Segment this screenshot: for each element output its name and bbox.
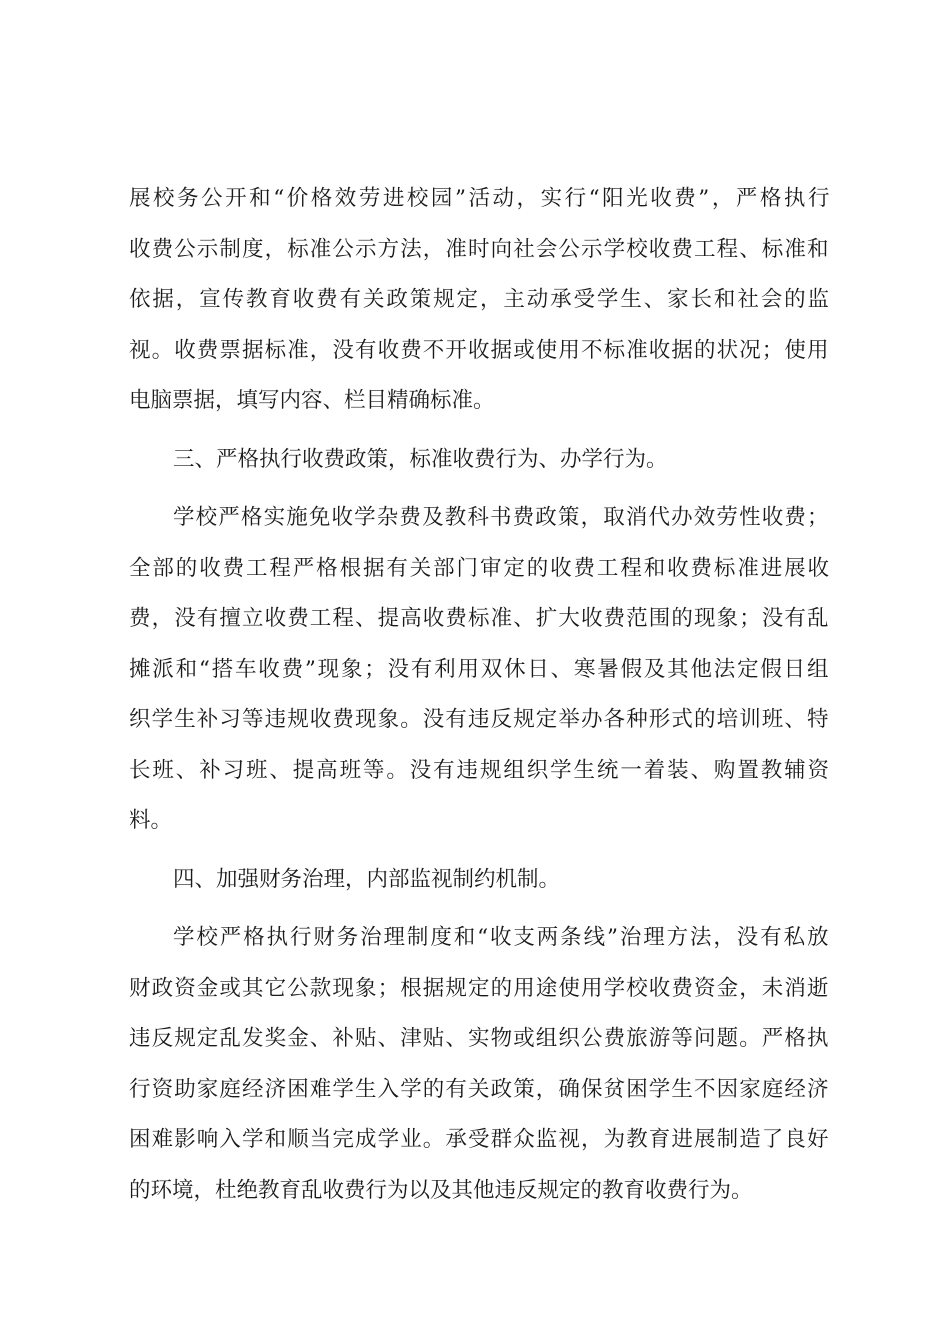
text-line: 依据，宣传教育收费有关政策规定，主动承受学生、家长和社会的监 bbox=[129, 287, 831, 312]
text-line: 长班、补习班、提高班等。没有违规组织学生统一着装、购置教辅资 bbox=[129, 757, 831, 783]
text-line: 困难影响入学和顺当完成学业。承受群众监视，为教育进展制造了良好 bbox=[129, 1127, 830, 1152]
text-line: 学校严格实施免收学杂费及教科书费政策，取消代办效劳性收费； bbox=[173, 505, 830, 530]
text-line: 三、严格执行收费政策，标准收费行为、办学行为。 bbox=[173, 446, 668, 472]
text-line: 织学生补习等违规收费现象。没有违反规定举办各种形式的培训班、特 bbox=[129, 707, 830, 732]
text-line: 全部的收费工程严格根据有关部门审定的收费工程和收费标准进展收 bbox=[129, 555, 831, 581]
text-line: 摊派和“搭车收费”现象；没有利用双休日、寒暑假及其他法定假日组 bbox=[129, 656, 831, 682]
text-line: 展校务公开和“价格效劳进校园”活动，实行“阳光收费”，严格执行 bbox=[129, 186, 833, 211]
text-line: 违反规定乱发奖金、补贴、津贴、实物或组织公费旅游等问题。严格执 bbox=[129, 1026, 830, 1051]
text-line: 的环境，杜绝教育乱收费行为以及其他违反规定的教育收费行为。 bbox=[129, 1177, 753, 1203]
text-line: 行资助家庭经济困难学生入学的有关政策，确保贫困学生不因家庭经济 bbox=[129, 1076, 830, 1102]
text-line: 电脑票据，填写内容、栏目精确标准。 bbox=[129, 388, 495, 413]
text-line: 学校严格执行财务治理制度和“收支两条线”治理方法，没有私放 bbox=[173, 925, 831, 950]
text-line: 料。 bbox=[129, 808, 173, 833]
text-line: 费，没有擅立收费工程、提高收费标准、扩大收费范围的现象；没有乱 bbox=[129, 606, 830, 631]
text-line: 四、加强财务治理，内部监视制约机制。 bbox=[173, 866, 561, 892]
text-line: 财政资金或其它公款现象；根据规定的用途使用学校收费资金，未消逝 bbox=[129, 975, 830, 1001]
text-line: 视。收费票据标准，没有收费不开收据或使用不标准收据的状况；使用 bbox=[129, 337, 830, 363]
text-line: 收费公示制度，标准公示方法，准时向社会公示学校收费工程、标准和 bbox=[129, 236, 830, 262]
